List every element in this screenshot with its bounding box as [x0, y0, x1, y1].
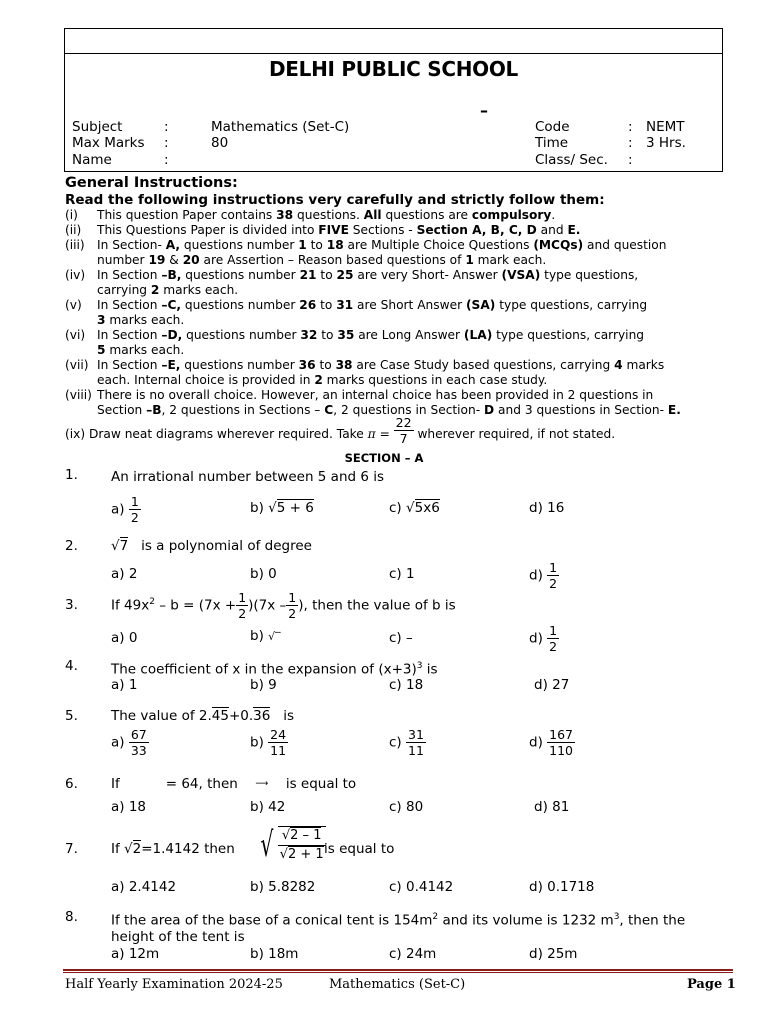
instruction-text: 3 marks each.: [97, 313, 185, 327]
instructions-title: General Instructions:: [65, 175, 238, 191]
fraction-numerator: 67: [130, 727, 147, 742]
option-d: d) 0.1718: [529, 879, 595, 895]
instruction-text: In Section –C, questions number 26 to 31 are Short Answer (SA) type questions, carrying: [97, 298, 648, 312]
fraction: [129, 494, 141, 525]
fraction-numerator: 1: [288, 590, 297, 605]
footer-page: Page 1: [687, 977, 736, 992]
question-text-line2: height of the tent is: [111, 929, 245, 945]
option-b: b) 9: [250, 677, 277, 693]
text-part: , then the: [619, 912, 686, 929]
instruction-number: (i): [65, 208, 78, 222]
option-b: [250, 628, 281, 644]
option-a: a) 12m: [111, 946, 160, 962]
section-title: SECTION – A: [344, 451, 424, 465]
text-part: is: [422, 661, 438, 678]
instruction-line: [65, 253, 745, 268]
meta-colon: :: [164, 119, 169, 135]
text-part: If: [111, 841, 120, 857]
footer-subject: Mathematics (Set-C): [329, 977, 466, 992]
instruction-text: This question Paper contains 38 questions. All questions are compulsory.: [97, 208, 556, 222]
instruction-line: [65, 208, 745, 223]
fraction-numerator: 167: [549, 727, 573, 742]
superscript: 2: [432, 912, 439, 922]
instruction-line: [65, 238, 745, 253]
fraction-denominator: 2: [549, 639, 558, 654]
text-part: If 49x: [111, 597, 150, 614]
instruction-line: [65, 373, 745, 388]
instruction-text: carrying 2 marks each.: [97, 283, 239, 297]
instruction-line: [65, 298, 745, 313]
option-label: a): [111, 734, 125, 751]
question-number: 3.: [65, 597, 78, 613]
question-number: 2.: [65, 538, 78, 554]
instruction-text: Section –B, 2 questions in Sections – C, 2 questions in Section- D and 3 questions in Section- E.: [97, 403, 681, 417]
meta-code-label: Code: [535, 119, 570, 135]
option-d: [529, 623, 559, 654]
instruction-line: [65, 313, 745, 328]
superscript: 2: [149, 597, 155, 607]
fraction-numerator: 1: [549, 560, 558, 575]
text-part: =1.4142 then: [141, 841, 235, 857]
sqrt-icon: √: [406, 500, 415, 516]
option-d: d) 27: [534, 677, 570, 693]
question-number: 4.: [65, 658, 78, 674]
instruction-text: 5 marks each.: [97, 343, 185, 357]
option-label: d): [529, 734, 543, 751]
text-part: – b = (7x +: [154, 597, 237, 614]
instruction-text: In Section –B, questions number 21 to 25 are very Short- Answer (VSA) type questions,: [97, 268, 639, 282]
instruction-number: (vii): [65, 358, 89, 372]
text-part: If the area of the base of a conical tent is 154m: [111, 912, 433, 929]
instruction-text: In Section –E, questions number 36 to 38 are Case Study based questions, carrying 4 marks: [97, 358, 665, 372]
fraction: [286, 590, 298, 621]
option-c: c) 18: [389, 677, 424, 693]
option-label: b): [250, 500, 264, 516]
fraction: [236, 590, 248, 621]
fraction-numerator: 1: [549, 623, 558, 638]
meta-subject-value: Mathematics (Set-C): [211, 119, 350, 135]
option-d: d) 81: [534, 799, 570, 815]
option-a: a) 2.4142: [111, 879, 177, 895]
instruction-line: [65, 283, 745, 298]
instructions-subtitle: Read the following instructions very carefully and strictly follow them:: [65, 192, 605, 208]
meta-name-label: Name: [72, 152, 112, 168]
text-part: )(7x –: [248, 597, 287, 614]
superscript: 3: [613, 912, 620, 922]
instruction-number: (v): [65, 298, 82, 312]
header-dash: –: [480, 101, 488, 120]
footer-rule: [63, 969, 733, 973]
option-d: [529, 560, 559, 591]
option-c: [389, 500, 440, 516]
meta-time-value: 3 Hrs.: [646, 135, 686, 151]
option-label: b): [250, 734, 264, 751]
question-number: 6.: [65, 776, 78, 792]
question-text: [111, 656, 438, 680]
instruction-text: This Questions Paper is divided into FIVE Sections - Section A, B, C, D and E.: [97, 223, 581, 237]
option-b: [250, 500, 314, 516]
fraction: [547, 560, 559, 591]
text-part: The coefficient of x in the expansion of (x+3): [111, 661, 417, 678]
sqrt-icon: √: [268, 500, 277, 516]
instruction-ix-text-b: wherever required, if not stated.: [417, 427, 616, 441]
option-a: a) 18: [111, 799, 147, 815]
option-a: a) 0: [111, 630, 138, 646]
fraction-numerator: 1: [130, 494, 139, 509]
question-text: An irrational number between 5 and 6 is: [111, 469, 385, 485]
text-part: +0.: [228, 708, 254, 724]
fraction-numerator: √2 – 1: [278, 827, 326, 846]
fraction-denominator: 110: [549, 743, 573, 758]
instruction-number: (iv): [65, 268, 86, 282]
radicand: 5 + 6: [276, 500, 314, 516]
fraction-denominator: √2 + 1: [279, 847, 324, 862]
option-a: a) 1: [111, 677, 138, 693]
meta-maxmarks-label: Max Marks: [72, 135, 145, 151]
question-text-tail: is equal to: [324, 841, 395, 857]
text-part: = 64, then: [165, 776, 238, 792]
arrow-icon: ⟶: [255, 779, 269, 789]
instruction-line: [65, 343, 745, 358]
fraction-denominator: 11: [408, 743, 424, 758]
pi-symbol: π: [367, 427, 376, 441]
option-label: d): [529, 567, 543, 584]
fraction-denominator: 11: [270, 743, 287, 758]
option-c: [389, 727, 426, 758]
fraction: [406, 727, 426, 758]
fraction-numerator: 22: [395, 415, 412, 430]
instruction-text: In Section –D, questions number 32 to 35 are Long Answer (LA) type questions, carrying: [97, 328, 645, 342]
equals-sign: =: [379, 427, 390, 441]
pi-fraction: [394, 415, 414, 446]
fraction-denominator: 2: [288, 606, 297, 621]
fraction: [547, 727, 575, 758]
option-label: d): [529, 630, 543, 647]
instruction-line: [65, 328, 745, 343]
superscript: 3: [416, 661, 423, 671]
option-c: c) 80: [389, 799, 424, 815]
school-name: DELHI PUBLIC SCHOOL: [269, 57, 518, 81]
fraction: [278, 826, 326, 864]
option-d: [529, 727, 575, 758]
instruction-number: (vi): [65, 328, 86, 342]
instruction-line: [65, 358, 745, 373]
text-part: ), then the value of b is: [298, 597, 456, 614]
radicand: 2 + 1: [287, 847, 324, 862]
option-label: b): [250, 628, 264, 644]
radicand: 5x6: [414, 500, 440, 516]
instruction-line: [65, 268, 745, 283]
question-number: 5.: [65, 708, 78, 724]
header-box: [64, 28, 723, 172]
instruction-number: (ii): [65, 223, 82, 237]
option-label: c): [389, 734, 402, 751]
question-number: 7.: [65, 841, 78, 857]
meta-subject-label: Subject: [72, 119, 123, 135]
fraction-denominator: 2: [549, 576, 558, 591]
option-a: a) 2: [111, 566, 138, 582]
question-text: [111, 590, 456, 621]
fraction: [547, 623, 559, 654]
sqrt-icon: √: [124, 841, 133, 857]
sqrt-icon: √: [260, 825, 274, 865]
meta-colon: :: [628, 135, 633, 151]
option-b: b) 18m: [250, 946, 299, 962]
question-text: [111, 839, 235, 859]
option-d: d) 25m: [529, 946, 578, 962]
sqrt-icon: √: [111, 538, 120, 554]
instruction-text: There is no overall choice. However, an internal choice has been provided in 2 questions in: [97, 388, 654, 402]
option-c: c) –: [389, 630, 413, 646]
fraction: [268, 727, 288, 758]
question-text: [111, 706, 294, 726]
instruction-ix-text-a: Draw neat diagrams wherever required. Take: [88, 427, 364, 441]
fraction-denominator: 33: [130, 743, 147, 758]
meta-colon: :: [164, 152, 169, 168]
option-b: [250, 727, 288, 758]
fraction-numerator: 31: [408, 727, 424, 742]
text-part: is equal to: [285, 776, 357, 792]
question-number: 1.: [65, 467, 78, 483]
meta-code-value: NEMT: [646, 119, 685, 135]
footer-exam: Half Yearly Examination 2024-25: [65, 977, 283, 992]
instruction-text: number 19 & 20 are Assertion – Reason based questions of 1 mark each.: [97, 253, 547, 267]
option-a: [111, 494, 141, 525]
fraction-denominator: 7: [399, 431, 408, 446]
question-text-part: is a polynomial of degree: [141, 538, 312, 554]
radicand: 7: [119, 538, 129, 554]
sqrt-icon: √‾: [268, 630, 281, 643]
question-text: [111, 536, 312, 556]
header-top-rule: [65, 53, 722, 54]
instruction-text: each. Internal choice is provided in 2 marks questions in each case study.: [97, 373, 548, 387]
option-b: b) 42: [250, 799, 286, 815]
question-text: [111, 774, 356, 794]
option-d: d) 16: [529, 500, 565, 516]
recurring-digits: 45: [211, 708, 229, 724]
instruction-ix: [65, 415, 745, 450]
radicand: 2 – 1: [290, 828, 322, 843]
meta-colon: :: [628, 119, 633, 135]
meta-colon: :: [164, 135, 169, 151]
fraction-numerator: 1: [238, 590, 247, 605]
text-part: If: [111, 776, 120, 792]
option-c: c) 1: [389, 566, 415, 582]
meta-maxmarks-value: 80: [211, 135, 229, 151]
option-label: c): [389, 500, 402, 516]
instructions-list: [65, 208, 745, 418]
instruction-line: [65, 223, 745, 238]
fraction-denominator: 2: [238, 606, 247, 621]
option-a: [111, 727, 149, 758]
option-b: b) 5.8282: [250, 879, 316, 895]
text-part: is: [283, 708, 294, 724]
meta-class-label: Class/ Sec.: [535, 152, 608, 168]
option-c: c) 0.4142: [389, 879, 454, 895]
instruction-ix-num: (ix): [65, 427, 86, 441]
option-label: a): [111, 501, 125, 518]
instruction-number: (viii): [65, 388, 92, 402]
instruction-text: In Section- A, questions number 1 to 18 are Multiple Choice Questions (MCQs) and question: [97, 238, 667, 252]
radicand: 2: [132, 841, 142, 857]
fraction: [129, 727, 149, 758]
option-b: b) 0: [250, 566, 277, 582]
meta-time-label: Time: [535, 135, 569, 151]
nested-radical: [256, 822, 326, 868]
text-part: The value of 2.: [111, 708, 212, 724]
text-part: and its volume is 1232 m: [438, 912, 614, 929]
fraction-numerator: 24: [270, 727, 287, 742]
meta-colon: :: [628, 152, 633, 168]
recurring-digits: 36: [253, 708, 271, 724]
question-number: 8.: [65, 909, 78, 925]
option-c: c) 24m: [389, 946, 437, 962]
instruction-line: [65, 388, 745, 403]
instruction-number: (iii): [65, 238, 85, 252]
fraction-denominator: 2: [130, 510, 139, 525]
